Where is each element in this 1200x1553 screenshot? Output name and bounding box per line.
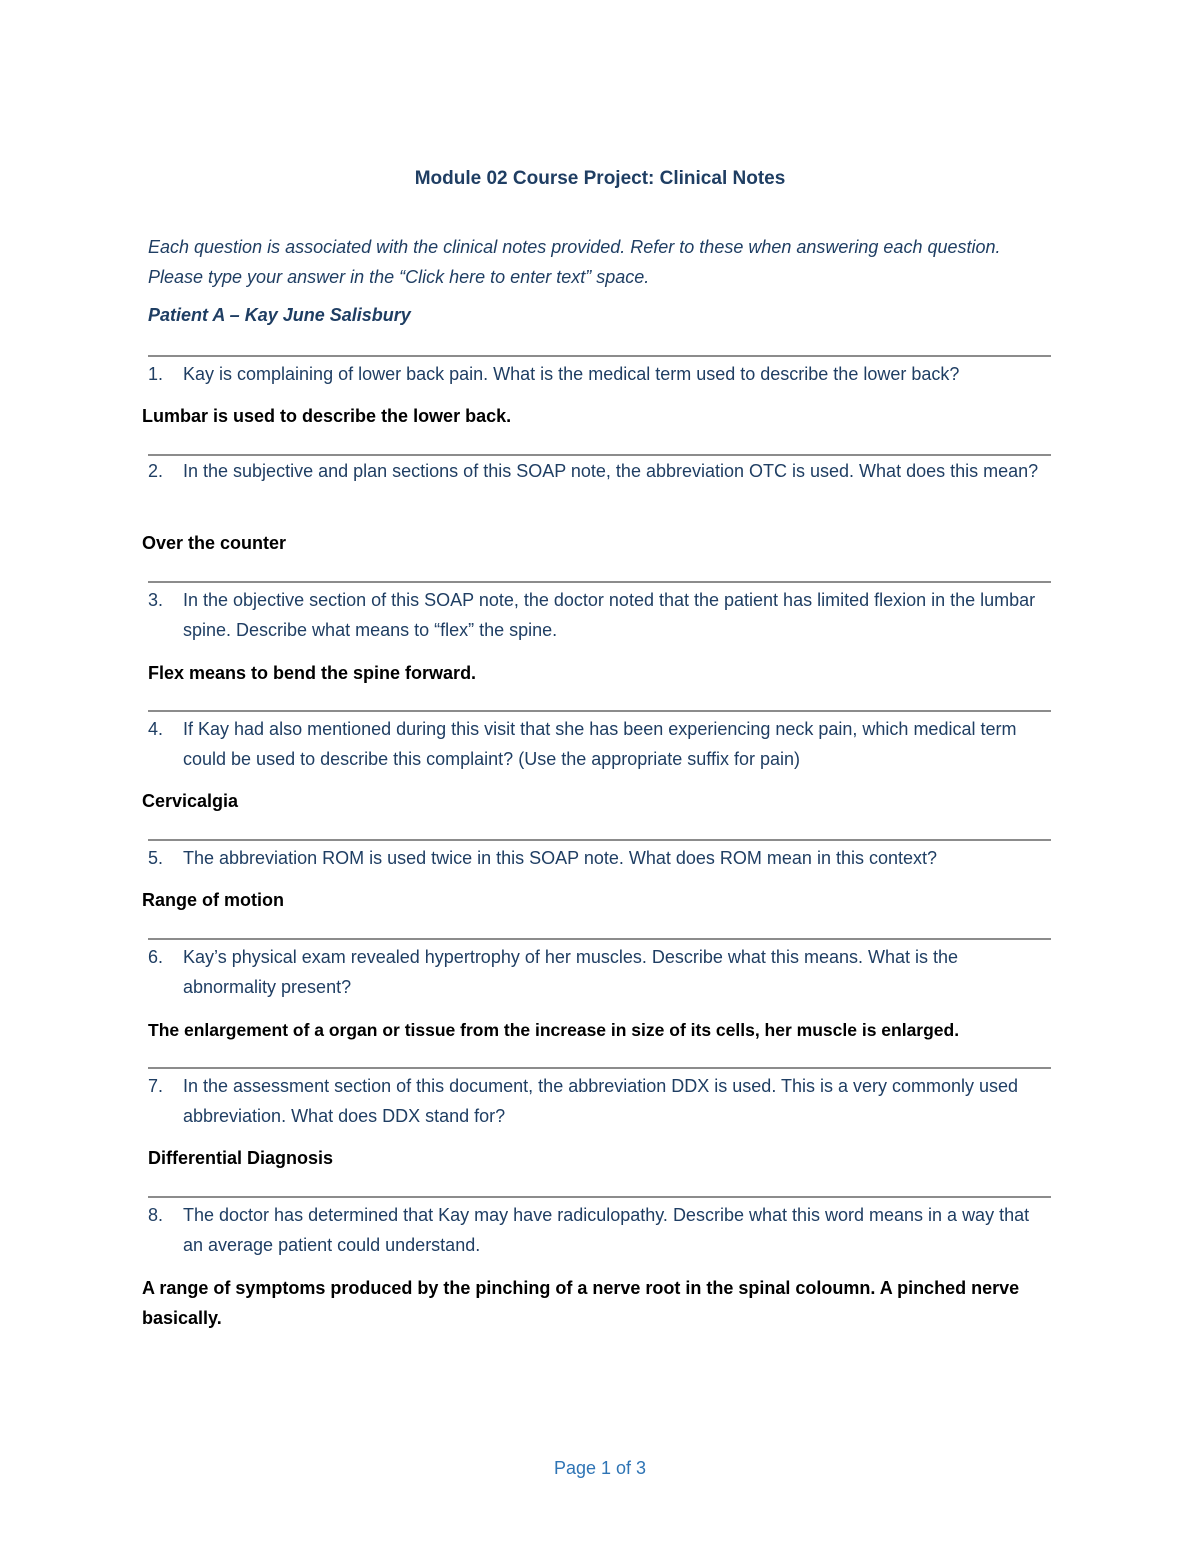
question-4 [148, 714, 1053, 774]
page-number: Page 1 of 3 [553, 1458, 647, 1478]
answer-8[interactable]: A range of symptoms produced by the pinching of a nerve root in the spinal coloumn. A pinched nerve basically. [142, 1278, 1020, 1328]
question-divider [148, 710, 1051, 712]
question-6 [148, 942, 1053, 1002]
answer-6[interactable]: The enlargement of a organ or tissue from the increase in size of its cells, her muscle is enlarged. [148, 1020, 960, 1040]
document-title: Module 02 Course Project: Clinical Notes [414, 168, 786, 189]
question-number: 1. [148, 364, 164, 384]
question-3 [148, 585, 1053, 645]
question-text: Kay’s physical exam revealed hypertrophy of her muscles. Describe what this means. What is the abnormality present? [183, 947, 959, 997]
answer-1[interactable]: Lumbar is used to describe the lower back. [142, 406, 512, 426]
question-text: The abbreviation ROM is used twice in this SOAP note. What does ROM mean in this context? [183, 848, 938, 868]
question-divider [148, 581, 1051, 583]
question-text: If Kay had also mentioned during this visit that she has been experiencing neck pain, which medical term could be used to describe this complaint? (Use the appropriate suffix for pain) [183, 719, 1017, 769]
question-number: 7. [148, 1076, 164, 1096]
question-divider [148, 1196, 1051, 1198]
answer-4[interactable]: Cervicalgia [142, 791, 239, 811]
instructions-text: Each question is associated with the clinical notes provided. Refer to these when answering each question. Please type your answer in the “Click here to enter text” space. [148, 237, 1001, 287]
question-number: 5. [148, 848, 164, 868]
question-8 [148, 1200, 1053, 1260]
question-number: 2. [148, 461, 164, 481]
question-text: The doctor has determined that Kay may have radiculopathy. Describe what this word means in a way that an average patient could understand. [183, 1205, 1030, 1255]
answer-5[interactable]: Range of motion [142, 890, 284, 910]
answer-3[interactable]: Flex means to bend the spine forward. [148, 663, 477, 683]
question-1 [148, 359, 1053, 389]
question-number: 3. [148, 590, 164, 610]
question-divider [148, 355, 1051, 357]
question-text: Kay is complaining of lower back pain. What is the medical term used to describe the lower back? [183, 364, 960, 384]
question-5 [148, 843, 1053, 873]
question-text: In the assessment section of this document, the abbreviation DDX is used. This is a very commonly used abbreviation. What does DDX stand for? [183, 1076, 1019, 1126]
question-text: In the subjective and plan sections of this SOAP note, the abbreviation OTC is used. What does this mean? [183, 461, 1039, 481]
question-divider [148, 1067, 1051, 1069]
answer-7[interactable]: Differential Diagnosis [148, 1148, 334, 1168]
question-7 [148, 1071, 1053, 1131]
question-text: In the objective section of this SOAP note, the doctor noted that the patient has limited flexion in the lumbar spine. Describe what means to “flex” the spine. [183, 590, 1036, 640]
question-2 [148, 456, 1053, 486]
answer-2[interactable]: Over the counter [142, 533, 287, 553]
question-number: 6. [148, 947, 164, 967]
question-number: 8. [148, 1205, 164, 1225]
question-divider [148, 839, 1051, 841]
question-number: 4. [148, 719, 164, 739]
patient-heading: Patient A – Kay June Salisbury [148, 305, 411, 325]
question-divider [148, 938, 1051, 940]
